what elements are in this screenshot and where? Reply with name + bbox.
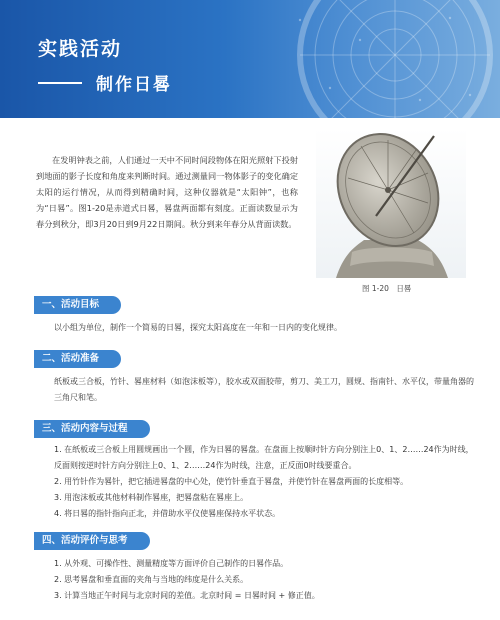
figure-caption: 图 1-20 日晷 bbox=[362, 284, 412, 293]
section-heading-process: 三、活动内容与过程 bbox=[34, 420, 150, 438]
title-dash bbox=[38, 82, 82, 84]
page-subtitle bbox=[38, 70, 172, 95]
section-heading-goal: 一、活动目标 bbox=[34, 296, 121, 314]
intro-paragraph: 在发明钟表之前，人们通过一天中不同时间段物体在阳光照射下投射到地面的影子长度和角度来判断时间。通过测量同一物体影子的变化确定太阳的运行情况，从而得到精确时间，这种仪器就是“太阳钟”，也称为“日晷”。图1-20是赤道式日晷，晷盘两面都有刻度。正面读数显示为春分到秋分，即3月20日到9月22日期间。秋分到来年春分从背面读数。 bbox=[36, 155, 299, 229]
section-goal-text: 以小组为单位，制作一个简易的日晷，探究太阳高度在一年和一日内的变化规律。 bbox=[54, 323, 342, 332]
process-step-1: 1. 在纸板或三合板上用圆规画出一个圆，作为日晷的晷盘。在盘面上按顺时针方向分别注上0、1、2……24作为时线，反面则按逆时针方向分别注上0、1、2……24作为时线，注意，正反面0时线要重合。 bbox=[54, 445, 474, 470]
process-step-3: 3. 用泡沫板或其他材料制作晷座，把晷盘粘在晷座上。 bbox=[54, 493, 249, 502]
header-banner bbox=[0, 0, 500, 118]
section-prep-text: 纸板或三合板，竹针、晷座材料（如泡沫板等），胶水或双面胶带，剪刀、美工刀，圆规、指南针、水平仪，带量角器的三角尺和笔。 bbox=[54, 377, 474, 402]
page-subtitle-text: 制作日晷 bbox=[96, 75, 172, 95]
evaluation-item-2: 2. 思考晷盘和垂直面的夹角与当地的纬度是什么关系。 bbox=[54, 575, 249, 584]
evaluation-item-1: 1. 从外观、可操作性、测量精度等方面评价自己制作的日晷作品。 bbox=[54, 559, 289, 568]
process-step-4: 4. 将日晷的指针指向正北，并借助水平仪使晷座保持水平状态。 bbox=[54, 509, 281, 518]
section-heading-evaluation: 四、活动评价与思考 bbox=[34, 532, 150, 550]
page-title: 实践活动 bbox=[38, 38, 123, 60]
sundial-image bbox=[316, 128, 466, 278]
section-heading-prep: 二、活动准备 bbox=[34, 350, 121, 368]
process-step-2: 2. 用竹针作为晷针，把它插进晷盘的中心处，使竹针垂直于晷盘，并使竹针在晷盘两面的长度相等。 bbox=[54, 477, 409, 486]
evaluation-item-3: 3. 计算当地正午时间与北京时间的差值。北京时间 = 日晷时间 + 修正值。 bbox=[54, 591, 320, 600]
